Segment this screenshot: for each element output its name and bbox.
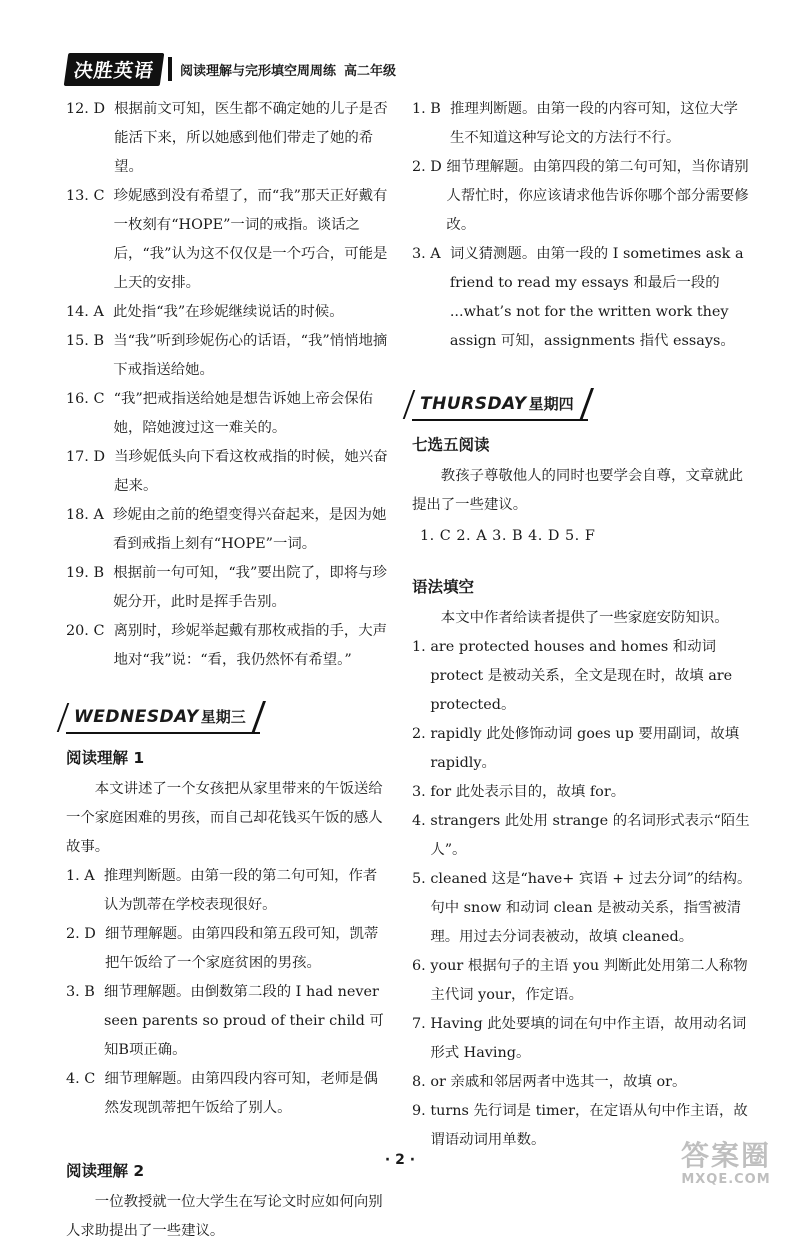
answer-item bbox=[412, 95, 752, 153]
answer-label: 4. C bbox=[66, 1071, 105, 1087]
answer-list-top-right bbox=[412, 95, 752, 356]
answer-item bbox=[66, 501, 388, 559]
section-title-reading-2: 阅读理解 2 bbox=[66, 1162, 145, 1180]
answer-explanation: 珍妮感到没有希望了，而“我”那天正好戴有一枚刻有“HOPE”一词的戒指。谈话之后，“我”认为这不仅仅是一个巧合，可能是上天的安排。 bbox=[113, 188, 388, 291]
answer-item bbox=[412, 865, 752, 952]
answer-list-grammar bbox=[412, 633, 752, 1155]
answer-explanation: 珍妮由之前的绝望变得兴奋起来，是因为她看到戒指上刻有“HOPE”一词。 bbox=[113, 507, 387, 552]
answer-list-reading-1 bbox=[66, 862, 388, 1123]
answer-explanation: 推理判断题。由第一段的第二句可知，作者认为凯蒂在学校表现很好。 bbox=[103, 868, 378, 913]
answer-explanation: rapidly 此处修饰动词 goes up 要用副词，故填 rapidly。 bbox=[430, 726, 740, 771]
answer-explanation: 当珍妮低头向下看这枚戒指的时候，她兴奋起来。 bbox=[114, 449, 388, 494]
section-title-reading-1: 阅读理解 1 bbox=[66, 749, 145, 767]
answer-label: 8. bbox=[412, 1074, 431, 1090]
answer-item bbox=[66, 617, 388, 675]
answer-label: 14. A bbox=[66, 304, 114, 320]
answer-item bbox=[412, 720, 752, 778]
day-cn: 星期三 bbox=[200, 708, 246, 726]
answer-label: 1. bbox=[412, 639, 431, 655]
answer-label: 3. A bbox=[412, 246, 450, 262]
answer-item bbox=[412, 1068, 752, 1097]
watermark-text: 答案圈 bbox=[680, 1139, 771, 1172]
answer-explanation: 细节理解题。由第四段的第二句可知，当你请别人帮忙时，你应该请求他告诉你哪个部分需要修改。 bbox=[446, 159, 749, 233]
section-title-grammar: 语法填空 bbox=[412, 578, 475, 596]
answer-label: 17. D bbox=[66, 449, 115, 465]
answer-label: 2. bbox=[412, 726, 431, 742]
answer-explanation: “我”把戒指送给她是想告诉她上帝会保佑她，陪她渡过这一难关的。 bbox=[113, 391, 373, 436]
answer-key-line: 1. C 2. A 3. B 4. D 5. F bbox=[420, 528, 596, 544]
section-summary: 本文中作者给读者提供了一些家庭安防知识。 bbox=[440, 610, 729, 626]
grade-label: 高二年级 bbox=[344, 63, 397, 79]
answer-item bbox=[66, 443, 388, 501]
wednesday-banner bbox=[66, 701, 260, 734]
answer-item bbox=[412, 1010, 752, 1068]
answer-item bbox=[66, 385, 388, 443]
answer-label: 20. C bbox=[66, 623, 114, 639]
right-column bbox=[412, 95, 752, 1155]
answer-explanation: 细节理解题。由倒数第二段的 I had never seen parents so proud of their child 可知B项正确。 bbox=[104, 984, 384, 1058]
answer-explanation: Having 此处要填的词在句中作主语，故用动名词形式 Having。 bbox=[430, 1016, 747, 1061]
section-summary: 教孩子尊敬他人的同时也要学会自尊，文章就此提出了一些建议。 bbox=[412, 468, 744, 513]
answer-label: 15. B bbox=[66, 333, 114, 349]
answer-label: 2. D bbox=[66, 926, 105, 942]
answer-item bbox=[412, 240, 752, 356]
answer-explanation: 词义猜测题。由第一段的 I sometimes ask a friend to read my essays 和最后一段的 ...what’s not for the written work they assign 可知，assignments 指代 essays。 bbox=[449, 246, 744, 349]
answer-label: 4. bbox=[412, 813, 431, 829]
answer-item bbox=[66, 1065, 388, 1123]
book-subtitle: 阅读理解与完形填空周周练 bbox=[180, 63, 337, 79]
answer-label: 1. B bbox=[412, 101, 451, 117]
answer-explanation: turns 先行词是 timer，在定语从句中作主语，故谓语动词用单数。 bbox=[430, 1103, 748, 1148]
answer-item bbox=[66, 559, 388, 617]
answer-label: 13. C bbox=[66, 188, 114, 204]
answer-explanation: 细节理解题。由第四段和第五段可知，凯蒂把午饭给了一个家庭贫困的男孩。 bbox=[105, 926, 379, 971]
answer-label: 6. bbox=[412, 958, 431, 974]
answer-label: 7. bbox=[412, 1016, 431, 1032]
answer-label: 1. A bbox=[66, 868, 104, 884]
answer-label: 18. A bbox=[66, 507, 114, 523]
answer-item bbox=[66, 978, 388, 1065]
answer-label: 5. bbox=[412, 871, 431, 887]
answer-item bbox=[66, 327, 388, 385]
answer-explanation: cleaned 这是“have+ 宾语 + 过去分词”的结构。句中 snow 和动词 clean 是被动关系，指雪被清理。用过去分词表被动，故填 cleaned。 bbox=[430, 871, 752, 945]
answer-label: 12. D bbox=[66, 101, 115, 117]
section-summary: 本文讲述了一个女孩把从家里带来的午饭送给一个家庭困难的男孩，而自己却花钱买午饭的感人故事。 bbox=[66, 781, 383, 855]
answer-item bbox=[66, 182, 388, 298]
answer-label: 16. C bbox=[66, 391, 114, 407]
answer-explanation: 此处指“我”在珍妮继续说话的时候。 bbox=[113, 304, 344, 320]
answer-explanation: your 根据句子的主语 you 判断此处用第二人称物主代词 your，作定语。 bbox=[430, 958, 748, 1003]
answer-item bbox=[66, 298, 388, 327]
answer-item bbox=[66, 95, 388, 182]
page-header bbox=[66, 52, 766, 86]
thursday-banner bbox=[412, 388, 588, 421]
answer-explanation: 推理判断题。由第一段的内容可知，这位大学生不知道这种写论文的方法行不行。 bbox=[450, 101, 738, 146]
answer-explanation: 离别时，珍妮举起戴有那枚戒指的手，大声地对“我”说：“看，我仍然怀有希望。” bbox=[113, 623, 388, 668]
answer-label: 2. D bbox=[412, 159, 447, 175]
page-number: · 2 · bbox=[384, 1152, 416, 1168]
answer-item bbox=[412, 633, 752, 720]
answer-label: 9. bbox=[412, 1103, 431, 1119]
watermark-logo bbox=[662, 1140, 790, 1192]
answer-explanation: 根据前一句可知，“我”要出院了，即将与珍妮分开，此时是挥手告别。 bbox=[113, 565, 387, 610]
answer-item bbox=[412, 952, 752, 1010]
answer-list-top-left bbox=[66, 95, 388, 675]
day-en: THURSDAY bbox=[420, 394, 527, 414]
answer-explanation: are protected houses and homes 和动词 protect 是被动关系，全文是现在时，故填 are protected。 bbox=[430, 639, 733, 713]
left-column bbox=[66, 95, 388, 1246]
answer-explanation: 细节理解题。由第四段内容可知，老师是偶然发现凯蒂把午饭给了别人。 bbox=[104, 1071, 378, 1116]
answer-item bbox=[66, 920, 388, 978]
answer-item bbox=[412, 807, 752, 865]
answer-label: 3. bbox=[412, 784, 431, 800]
answer-item bbox=[412, 778, 752, 807]
watermark-url: MXQE.COM bbox=[681, 1172, 771, 1187]
answer-label: 19. B bbox=[66, 565, 114, 581]
answer-item bbox=[66, 862, 388, 920]
section-summary: 一位教授就一位大学生在写论文时应如何向别人求助提出了一些建议。 bbox=[66, 1194, 383, 1239]
answer-explanation: 当“我”听到珍妮伤心的话语，“我”悄悄地摘下戒指送给她。 bbox=[113, 333, 388, 378]
section-title-seven-five: 七选五阅读 bbox=[412, 436, 490, 454]
answer-explanation: strangers 此处用 strange 的名词形式表示“陌生人”。 bbox=[430, 813, 750, 858]
day-en: WEDNESDAY bbox=[74, 707, 199, 727]
brand-logo: 决胜英语 bbox=[64, 53, 165, 86]
answer-label: 3. B bbox=[66, 984, 105, 1000]
answer-item bbox=[412, 153, 752, 240]
answer-explanation: or 亲戚和邻居两者中选其一，故填 or。 bbox=[430, 1074, 687, 1090]
day-cn: 星期四 bbox=[528, 395, 574, 413]
answer-explanation: 根据前文可知，医生都不确定她的儿子是否能活下来，所以她感到他们带走了她的希望。 bbox=[114, 101, 388, 175]
header-divider bbox=[168, 57, 172, 81]
answer-explanation: for 此处表示目的，故填 for。 bbox=[430, 784, 626, 800]
